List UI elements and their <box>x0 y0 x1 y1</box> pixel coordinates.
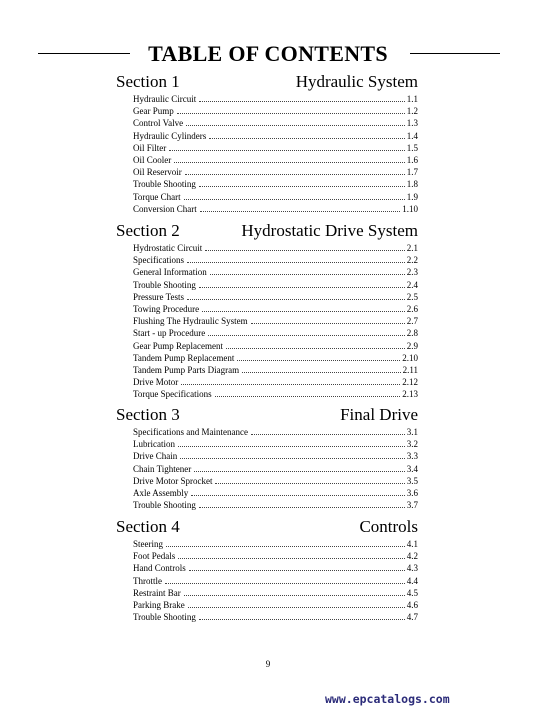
section-name: Controls <box>359 517 418 536</box>
dot-leader <box>169 150 405 151</box>
toc-section <box>116 222 418 400</box>
dot-leader <box>237 360 400 361</box>
toc-entry-label: Torque Chart <box>133 191 181 202</box>
toc-entry-label: Gear Pump <box>133 106 174 117</box>
dot-leader <box>166 546 405 547</box>
section-heading <box>116 518 418 536</box>
toc-entry-page: 4.3 <box>406 563 418 574</box>
toc-entry[interactable] <box>133 154 418 166</box>
toc-entry-label: Chain Tightener <box>133 463 192 474</box>
toc-entry[interactable] <box>133 266 418 278</box>
section-name: Hydraulic System <box>295 72 418 91</box>
toc-entry-label: Axle Assembly <box>133 487 189 498</box>
toc-entry-page: 2.9 <box>406 340 418 351</box>
title-rule-right <box>410 53 500 54</box>
dot-leader <box>199 619 405 620</box>
toc-entry[interactable] <box>133 279 418 291</box>
dot-leader <box>199 186 405 187</box>
toc-entry-page: 1.1 <box>406 94 418 104</box>
dot-leader <box>200 211 401 212</box>
dot-leader <box>165 583 405 584</box>
toc-entry-label: Start - up Procedure <box>133 328 206 339</box>
toc-entry-page: 2.4 <box>406 279 418 290</box>
dot-leader <box>180 458 405 459</box>
toc-entry[interactable] <box>133 487 418 499</box>
watermark: www.epcatalogs.com <box>325 692 450 706</box>
toc-entry-page: 2.3 <box>406 267 418 278</box>
dot-leader <box>184 595 405 596</box>
dot-leader <box>187 262 405 263</box>
toc-entry-page: 2.10 <box>402 352 418 363</box>
dot-leader <box>210 274 405 275</box>
dot-leader <box>251 434 405 435</box>
toc-entry-label: Gear Pump Replacement <box>133 340 223 351</box>
dot-leader <box>205 250 405 251</box>
toc-entry-page: 2.13 <box>402 389 418 400</box>
toc-entry-page: 1.3 <box>406 118 418 129</box>
toc-entry-page: 2.8 <box>406 328 418 339</box>
dot-leader <box>184 199 405 200</box>
toc-entry-page: 2.6 <box>406 303 418 314</box>
toc-entry-list <box>116 93 418 215</box>
dot-leader <box>199 507 405 508</box>
toc-entry-page: 2.12 <box>402 377 418 388</box>
dot-leader <box>215 396 401 397</box>
toc-entry-label: Oil Cooler <box>133 154 172 165</box>
toc-section <box>116 406 418 511</box>
toc-entry[interactable] <box>133 105 418 117</box>
dot-leader <box>181 384 400 385</box>
dot-leader <box>177 113 405 114</box>
toc-entry-page: 1.2 <box>406 106 418 117</box>
dot-leader <box>202 311 405 312</box>
toc-entry-page: 3.2 <box>406 439 418 450</box>
toc-entry-page: 3.5 <box>406 475 418 486</box>
toc-entry[interactable] <box>133 376 418 388</box>
toc-entry[interactable] <box>133 130 418 142</box>
dot-leader <box>186 125 405 126</box>
toc-entry-label: Drive Motor Sprocket <box>133 475 213 486</box>
toc-entry[interactable] <box>133 450 418 462</box>
dot-leader <box>191 495 405 496</box>
dot-leader <box>208 335 405 336</box>
toc-entry-page: 3.1 <box>406 427 418 437</box>
toc-entry[interactable] <box>133 352 418 364</box>
toc-entry[interactable] <box>133 438 418 450</box>
toc-entry[interactable] <box>133 499 418 511</box>
toc-entry-page: 4.1 <box>406 539 418 549</box>
toc-entry-label: Hydraulic Circuit <box>133 94 197 104</box>
toc-entry-page: 2.2 <box>406 255 418 266</box>
section-heading <box>116 73 418 91</box>
toc-entry[interactable] <box>133 340 418 352</box>
toc-entry-label: Trouble Shooting <box>133 612 196 623</box>
toc-entry-page: 2.7 <box>406 316 418 327</box>
toc-entry-page: 1.4 <box>406 130 418 141</box>
dot-leader <box>242 372 400 373</box>
toc-entry-page: 3.3 <box>406 451 418 462</box>
toc-entry-page: 3.6 <box>406 487 418 498</box>
toc-entry-label: Tandem Pump Replacement <box>133 352 235 363</box>
toc-entry[interactable] <box>133 242 418 254</box>
toc-section <box>116 518 418 623</box>
toc-entry-page: 4.6 <box>406 599 418 610</box>
dot-leader <box>188 607 405 608</box>
toc-entry-label: Throttle <box>133 575 162 586</box>
toc-entry-label: Control Valve <box>133 118 184 129</box>
toc-entry[interactable] <box>133 191 418 203</box>
section-number: Section 3 <box>116 405 180 424</box>
toc-entry-label: Hydrostatic Circuit <box>133 243 203 253</box>
toc-entry-page: 4.5 <box>406 587 418 598</box>
page-number: 9 <box>265 659 271 669</box>
toc-entry-page: 1.7 <box>406 167 418 178</box>
dot-leader <box>199 101 405 102</box>
toc-entry-list <box>116 242 418 400</box>
dot-leader <box>251 323 405 324</box>
toc-entry-label: Foot Pedals <box>133 551 176 562</box>
section-number: Section 1 <box>116 72 180 91</box>
toc-entry-label: Trouble Shooting <box>133 500 196 511</box>
toc-entry-label: Torque Specifications <box>133 389 212 400</box>
dot-leader <box>189 570 405 571</box>
toc-entry[interactable] <box>133 166 418 178</box>
toc-entry[interactable] <box>133 203 418 215</box>
toc-entry[interactable] <box>133 562 418 574</box>
toc-entry-page: 1.6 <box>406 154 418 165</box>
toc-entry-list <box>116 426 418 511</box>
dot-leader <box>174 162 405 163</box>
toc-entry-page: 4.2 <box>406 551 418 562</box>
dot-leader <box>178 558 404 559</box>
toc-entry-label: Trouble Shooting <box>133 279 196 290</box>
toc-entry-label: Oil Filter <box>133 142 167 153</box>
toc-entry[interactable] <box>133 327 418 339</box>
toc-entry-label: Drive Chain <box>133 451 178 462</box>
toc-entry[interactable] <box>133 388 418 400</box>
toc-entry-page: 2.1 <box>406 243 418 253</box>
toc-entry-label: Drive Motor <box>133 377 179 388</box>
toc-entry-page: 1.5 <box>406 142 418 153</box>
toc-entry-label: General Information <box>133 267 207 278</box>
page-title: TABLE OF CONTENTS <box>148 41 388 66</box>
toc-entry[interactable] <box>133 475 418 487</box>
section-name: Final Drive <box>340 405 418 424</box>
toc-entry-page: 2.11 <box>402 364 418 375</box>
dot-leader <box>215 483 404 484</box>
toc-entry[interactable] <box>133 303 418 315</box>
toc-entry-page: 1.9 <box>406 191 418 202</box>
toc-entry-page: 3.7 <box>406 500 418 511</box>
toc-entry-label: Hand Controls <box>133 563 186 574</box>
toc-entry[interactable] <box>133 550 418 562</box>
toc-entry-label: Steering <box>133 539 163 549</box>
toc-entry-label: Pressure Tests <box>133 291 184 302</box>
dot-leader <box>199 287 405 288</box>
toc-entry[interactable] <box>133 93 418 105</box>
dot-leader <box>187 299 405 300</box>
toc-entry-page: 4.7 <box>406 612 418 623</box>
toc-entry-page: 1.8 <box>406 179 418 190</box>
toc-entry-label: Restraint Bar <box>133 587 181 598</box>
toc-entry-page: 4.4 <box>406 575 418 586</box>
toc-entry[interactable] <box>133 364 418 376</box>
toc-entry[interactable] <box>133 142 418 154</box>
toc-entry-label: Trouble Shooting <box>133 179 196 190</box>
toc-entry-label: Specifications <box>133 255 184 266</box>
toc-entry-label: Tandem Pump Parts Diagram <box>133 364 240 375</box>
toc-entry-label: Flushing The Hydraulic System <box>133 316 248 327</box>
toc-entry[interactable] <box>133 178 418 190</box>
section-heading <box>116 222 418 240</box>
dot-leader <box>178 446 405 447</box>
toc-entry-label: Oil Reservoir <box>133 167 182 178</box>
section-number: Section 2 <box>116 221 180 240</box>
dot-leader <box>194 471 404 472</box>
dot-leader <box>226 348 405 349</box>
section-name: Hydrostatic Drive System <box>241 221 418 240</box>
toc-entry-label: Lubrication <box>133 439 175 450</box>
section-heading <box>116 406 418 424</box>
toc-entry-page: 1.10 <box>402 203 418 214</box>
toc-entry-list <box>116 538 418 623</box>
toc-section <box>116 73 418 215</box>
toc-entry-label: Towing Procedure <box>133 303 200 314</box>
toc-entry-page: 3.4 <box>406 463 418 474</box>
toc-entry[interactable] <box>133 611 418 623</box>
dot-leader <box>209 138 405 139</box>
toc-entry-label: Conversion Chart <box>133 203 197 214</box>
toc-entry[interactable] <box>133 426 418 438</box>
toc-entry[interactable] <box>133 587 418 599</box>
toc-entry-page: 2.5 <box>406 291 418 302</box>
toc-entry[interactable] <box>133 463 418 475</box>
toc-entry-label: Parking Brake <box>133 599 185 610</box>
toc-entry-label: Specifications and Maintenance <box>133 427 248 437</box>
toc-entry[interactable] <box>133 315 418 327</box>
toc-entry[interactable] <box>133 291 418 303</box>
toc-entry[interactable] <box>133 117 418 129</box>
toc-entry[interactable] <box>133 575 418 587</box>
dot-leader <box>185 174 405 175</box>
toc-entry[interactable] <box>133 254 418 266</box>
toc-entry[interactable] <box>133 599 418 611</box>
toc-entry[interactable] <box>133 538 418 550</box>
section-number: Section 4 <box>116 517 180 536</box>
toc-entry-label: Hydraulic Cylinders <box>133 130 207 141</box>
